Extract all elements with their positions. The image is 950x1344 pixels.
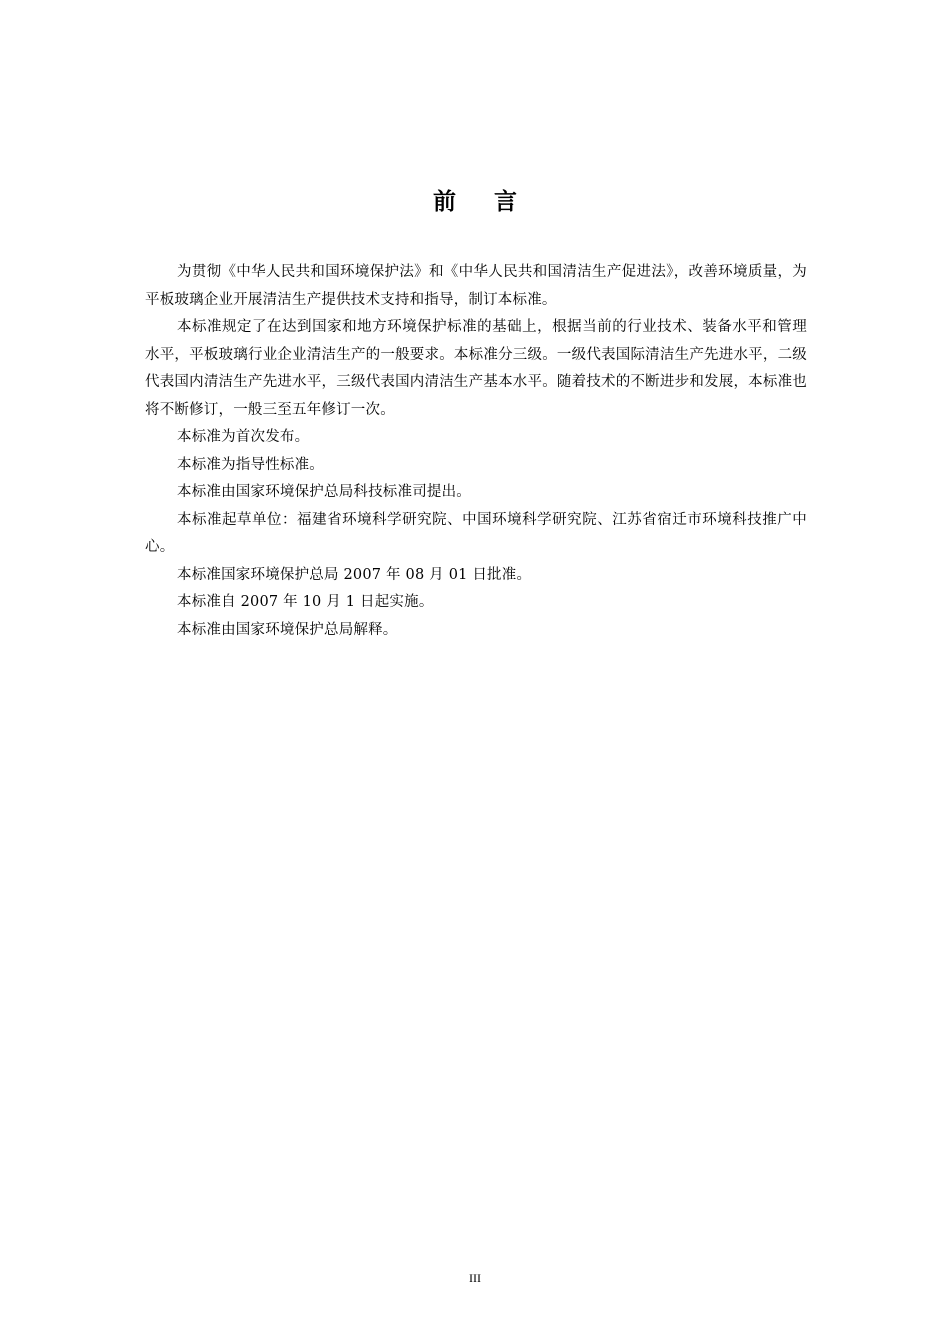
document-body bbox=[145, 259, 807, 644]
paragraph-effective-date: 本标准自 2007 年 10 月 1 日起实施。 bbox=[177, 594, 434, 610]
paragraph-first-release: 本标准为首次发布。 bbox=[177, 429, 310, 445]
page-number: III bbox=[469, 1271, 481, 1285]
paragraph-scope: 本标准规定了在达到国家和地方环境保护标准的基础上，根据当前的行业技术、装备水平和管理水平，平板玻璃行业企业清洁生产的一般要求。本标准分三级。一级代表国际清洁生产先进水平，二级代表国内清洁生产先进水平，三级代表国内清洁生产基本水平。随着技术的不断进步和发展，本标准也将不断修订，一般三至五年修订一次。 bbox=[145, 319, 807, 418]
paragraph-interpretation: 本标准由国家环境保护总局解释。 bbox=[177, 621, 398, 638]
page-title: 前言 bbox=[433, 189, 555, 215]
paragraph-proposer: 本标准由国家环境保护总局科技标准司提出。 bbox=[177, 484, 471, 500]
paragraph-purpose: 为贯彻《中华人民共和国环境保护法》和《中华人民共和国清洁生产促进法》，改善环境质量，为平板玻璃企业开展清洁生产提供技术支持和指导，制订本标准。 bbox=[145, 264, 807, 308]
paragraph-drafting-units: 本标准起草单位：福建省环境科学研究院、中国环境科学研究院、江苏省宿迁市环境科技推广中心。 bbox=[145, 511, 807, 555]
paragraph-guidance-type: 本标准为指导性标准。 bbox=[177, 456, 324, 473]
paragraph-approval-date: 本标准国家环境保护总局 2007 年 08 月 01 日批准。 bbox=[177, 566, 532, 583]
